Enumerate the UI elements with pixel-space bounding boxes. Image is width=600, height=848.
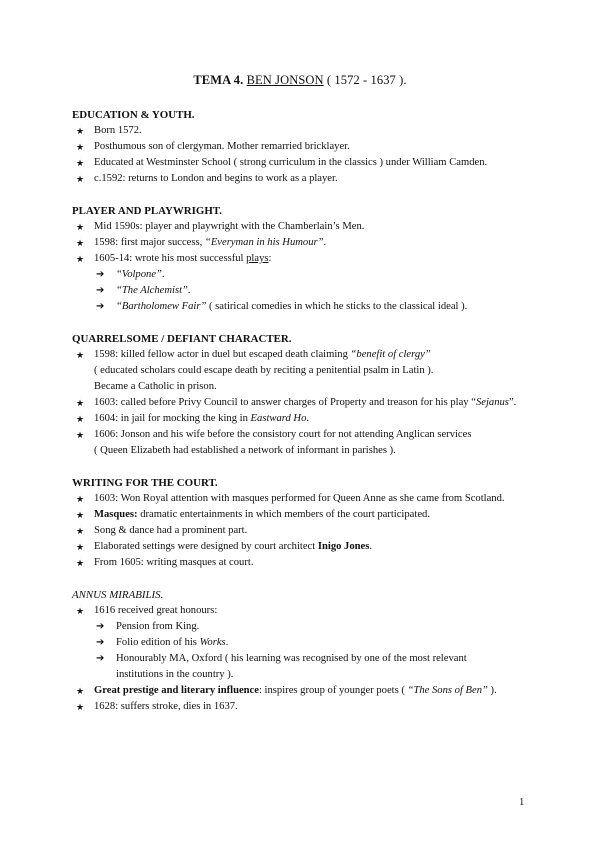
arrow-right-icon: ➔ bbox=[96, 285, 105, 296]
list-item: ★ Posthumous son of clergyman. Mother remarried bricklayer. bbox=[72, 139, 572, 155]
section-quarrelsome bbox=[72, 331, 572, 459]
star-bullet-icon: ★ bbox=[76, 174, 85, 184]
list-item: ★ 1603: called before Privy Council to answer charges of Property and treason for his play “Sejanus”. bbox=[72, 395, 572, 411]
arrow-right-icon: ➔ bbox=[96, 301, 105, 312]
document-body bbox=[72, 107, 572, 731]
page-number: 1 bbox=[519, 797, 525, 808]
sub-list-item: ➔ Pension from King. bbox=[72, 619, 572, 635]
sub-list-item: ➔ “Bartholomew Fair” ( satirical comedies in which he sticks to the classical ideal ). bbox=[72, 299, 572, 315]
list-item: ★ Mid 1590s: player and playwright with the Chamberlain’s Men. bbox=[72, 219, 572, 235]
list-item: ★ 1605-14: wrote his most successful plays: bbox=[72, 251, 572, 267]
list-item: ★ Masques: dramatic entertainments in which members of the court participated. bbox=[72, 507, 572, 523]
star-bullet-icon: ★ bbox=[76, 238, 85, 248]
sub-list-item-continuation: institutions in the country ). bbox=[116, 669, 234, 680]
star-bullet-icon: ★ bbox=[76, 526, 85, 536]
title-dates: ( 1572 - 1637 ). bbox=[326, 73, 407, 87]
star-bullet-icon: ★ bbox=[76, 430, 85, 440]
star-bullet-icon: ★ bbox=[76, 494, 85, 504]
list-item: ★ 1628: suffers stroke, dies in 1637. bbox=[72, 699, 572, 715]
star-bullet-icon: ★ bbox=[76, 542, 85, 552]
star-bullet-icon: ★ bbox=[76, 222, 85, 232]
section-heading: ANNUS MIRABILIS. bbox=[72, 589, 164, 601]
star-bullet-icon: ★ bbox=[76, 702, 85, 712]
star-bullet-icon: ★ bbox=[76, 142, 85, 152]
list-item: ★ 1603: Won Royal attention with masques performed for Queen Anne as she came from Scotland. bbox=[72, 491, 572, 507]
star-bullet-icon: ★ bbox=[76, 558, 85, 568]
section-player bbox=[72, 203, 572, 315]
star-bullet-icon: ★ bbox=[76, 510, 85, 520]
star-bullet-icon: ★ bbox=[76, 414, 85, 424]
list-item: ★ c.1592: returns to London and begins to work as a player. bbox=[72, 171, 572, 187]
list-item: ★ 1598: killed fellow actor in duel but escaped death claiming “benefit of clergy” bbox=[72, 347, 572, 363]
title-name: BEN JONSON bbox=[246, 73, 324, 87]
list-item-continuation: ( Queen Elizabeth had established a network of informant in parishes ). bbox=[94, 445, 396, 456]
star-bullet-icon: ★ bbox=[76, 398, 85, 408]
list-item: ★ 1604: in jail for mocking the king in Eastward Ho. bbox=[72, 411, 572, 427]
star-bullet-icon: ★ bbox=[76, 350, 85, 360]
list-item-continuation: Became a Catholic in prison. bbox=[94, 381, 217, 392]
list-item: ★ 1598: first major success, “Everyman in his Humour”. bbox=[72, 235, 572, 251]
section-education bbox=[72, 107, 572, 187]
section-court bbox=[72, 475, 572, 571]
section-heading: PLAYER AND PLAYWRIGHT. bbox=[72, 205, 222, 217]
star-bullet-icon: ★ bbox=[76, 126, 85, 136]
title-prefix: TEMA 4. bbox=[193, 73, 244, 87]
arrow-right-icon: ➔ bbox=[96, 621, 105, 632]
arrow-right-icon: ➔ bbox=[96, 653, 105, 664]
arrow-right-icon: ➔ bbox=[96, 637, 105, 648]
list-item: ★ From 1605: writing masques at court. bbox=[72, 555, 572, 571]
sub-list-item: ➔ “Volpone”. bbox=[72, 267, 572, 283]
sub-list-item: ➔ “The Alchemist”. bbox=[72, 283, 572, 299]
sub-list-item: ➔ Honourably MA, Oxford ( his learning was recognised by one of the most relevant bbox=[72, 651, 572, 667]
section-annus-mirabilis bbox=[72, 587, 572, 715]
star-bullet-icon: ★ bbox=[76, 686, 85, 696]
star-bullet-icon: ★ bbox=[76, 606, 85, 616]
section-heading: QUARRELSOME / DEFIANT CHARACTER. bbox=[72, 333, 292, 345]
section-heading: WRITING FOR THE COURT. bbox=[72, 477, 218, 489]
section-heading: EDUCATION & YOUTH. bbox=[72, 109, 195, 121]
list-item: ★ Elaborated settings were designed by court architect Inigo Jones. bbox=[72, 539, 572, 555]
list-item: ★ 1616 received great honours: bbox=[72, 603, 572, 619]
page-title bbox=[0, 73, 600, 88]
list-item-continuation: ( educated scholars could escape death by reciting a penitential psalm in Latin ). bbox=[94, 365, 434, 376]
list-item: ★ Born 1572. bbox=[72, 123, 572, 139]
arrow-right-icon: ➔ bbox=[96, 269, 105, 280]
sub-list-item: ➔ Folio edition of his Works. bbox=[72, 635, 572, 651]
star-bullet-icon: ★ bbox=[76, 254, 85, 264]
list-item: ★ Great prestige and literary influence: inspires group of younger poets ( “The Sons of Ben” ). bbox=[72, 683, 572, 699]
list-item: ★ Song & dance had a prominent part. bbox=[72, 523, 572, 539]
star-bullet-icon: ★ bbox=[76, 158, 85, 168]
list-item: ★ Educated at Westminster School ( strong curriculum in the classics ) under William Camden. bbox=[72, 155, 572, 171]
list-item: ★ 1606: Jonson and his wife before the consistory court for not attending Anglican services bbox=[72, 427, 572, 443]
